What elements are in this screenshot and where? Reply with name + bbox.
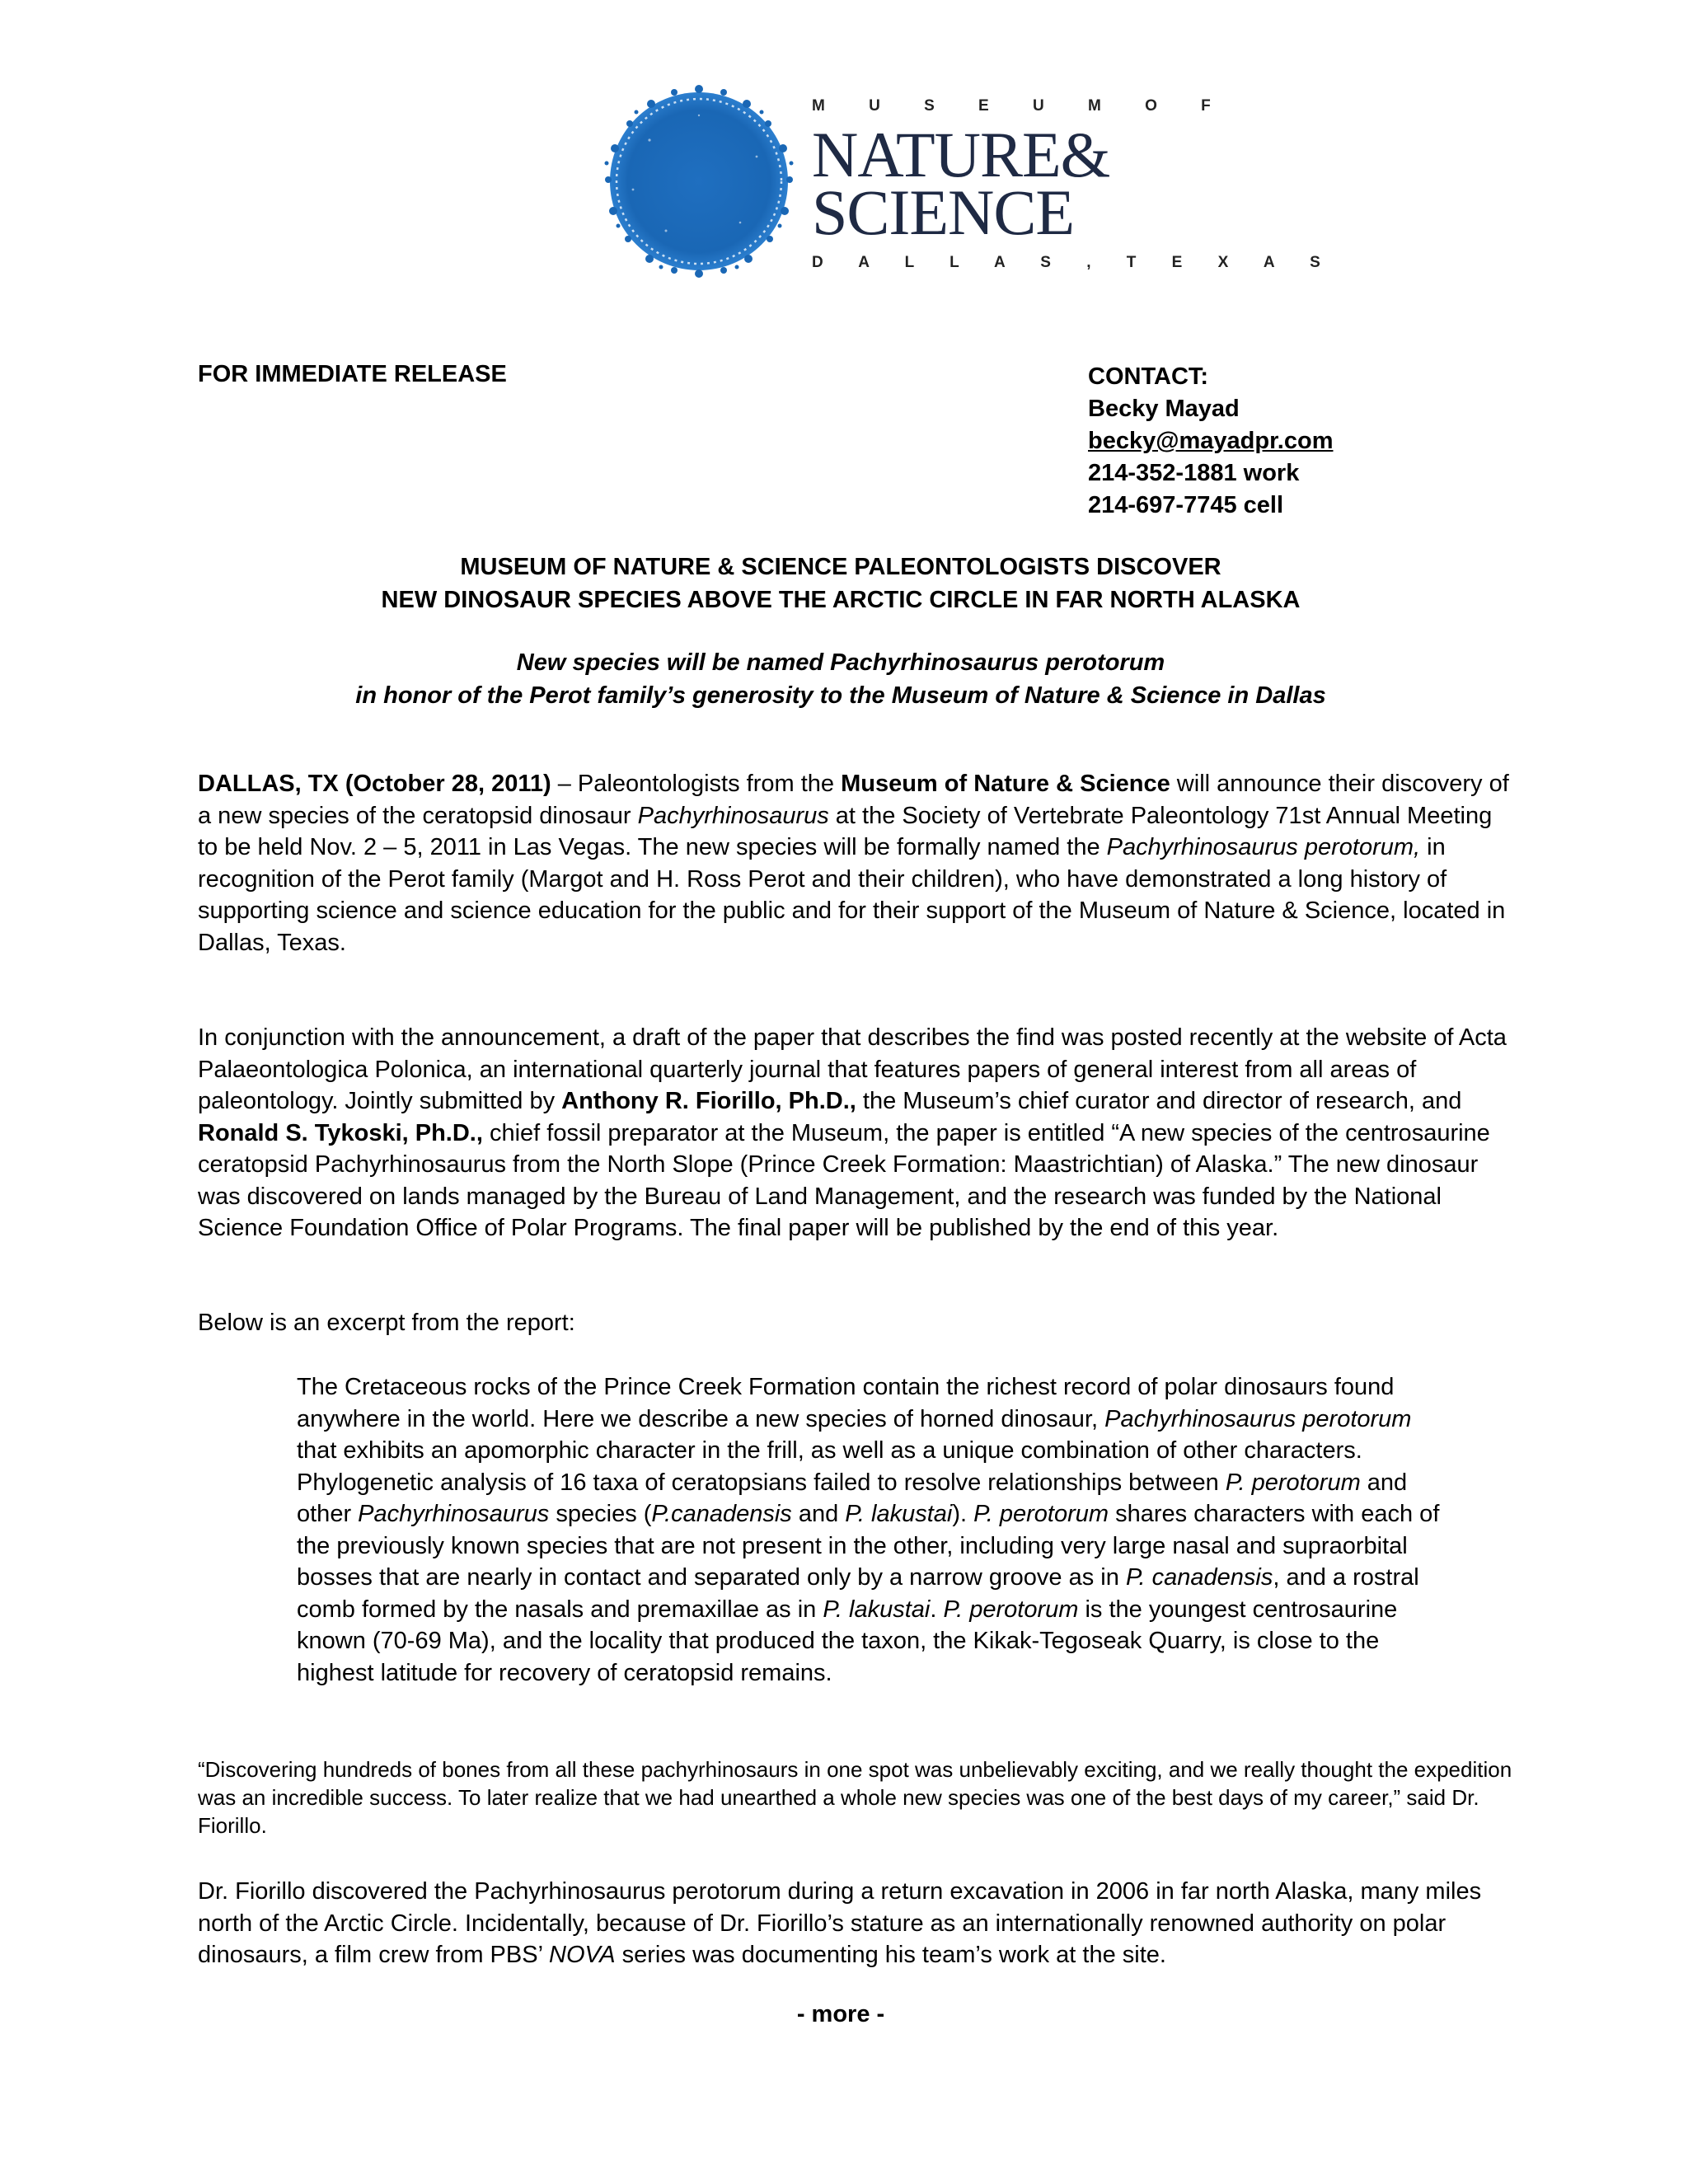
excerpt-text-10: is the youngest centrosaurine known (70-69 Ma), and the locality that produced the taxon, the Kikak-Tegoseak Quarry, is close to the highest latitude for recovery of ceratopsid remains.	[297, 1596, 1398, 1686]
excerpt-italic-8: P. lakustai	[823, 1596, 931, 1623]
subheadline-line-1: New species will be named Pachyrhinosaurus perotorum	[516, 649, 1165, 676]
excerpt-text-5: and	[791, 1501, 846, 1527]
excerpt-text-2: that exhibits an apomorphic character in the frill, as well as a unique combination of other characters. Phylogenetic analysis of 16 taxa of ceratopsians failed to resolve relationships between	[297, 1437, 1362, 1496]
p5-text-1: Dr. Fiorillo discovered the Pachyrhinosaurus perotorum during a return excavation in 2006 in far north Alaska, many miles north of the Arctic Circle. Incidentally, because of Dr. Fiorillo’s stature as an internationally renowned authority on polar dinosaurs, a film crew from PBS’	[198, 1878, 1482, 1968]
paragraph-discovery	[198, 1876, 1517, 1971]
excerpt-italic-1: Pachyrhinosaurus perotorum	[1104, 1405, 1412, 1432]
p2-author-tykoski: Ronald S. Tykoski, Ph.D.,	[198, 1119, 483, 1146]
paragraph-paper	[198, 1022, 1517, 1244]
paragraph-intro	[198, 768, 1517, 958]
more-marker: - more -	[796, 2001, 885, 2027]
contact-work-phone: 214-352-1881 work	[1088, 460, 1300, 486]
p1-genus: Pachyrhinosaurus	[637, 802, 829, 829]
logo-museum-of: M U S E U M O F	[812, 97, 1231, 115]
excerpt-italic-3: Pachyrhinosaurus	[358, 1501, 550, 1527]
p5-nova: NOVA	[549, 1942, 616, 1968]
excerpt-italic-5: P. lakustai	[845, 1501, 953, 1527]
p2-text-3: chief fossil preparator at the Museum, the paper is entitled “A new species of the centrosaurine ceratopsid Pachyrhinosaurus from the North Slope (Prince Creek Formation: Maastrichtian) of Alaska.” The new dinosaur was discovered on lands managed by the Bureau of Land Management, and the research was funded by the National Science Foundation Office of Polar Programs. The final paper will be published by the end of this year.	[198, 1119, 1490, 1241]
p1-text-3: at the Society of Vertebrate Paleontology 71st Annual Meeting to be held Nov. 2 – 5, 2011 in Las Vegas. The new species will be formally named the	[198, 802, 1493, 860]
excerpt-italic-6: P. perotorum	[973, 1501, 1109, 1527]
excerpt-text-9: .	[930, 1596, 944, 1623]
p1-species: Pachyrhinosaurus perotorum,	[1106, 834, 1421, 860]
dateline: DALLAS, TX (October 28, 2011)	[198, 771, 551, 797]
fiorillo-quote: “Discovering hundreds of bones from all these pachyrhinosaurs in one spot was unbelievably exciting, and we really thought the expedition was an incredible success. To later realize that we had unearthed a whole new species was one of the best days of my career,” said Dr. Fiorillo.	[198, 1757, 1512, 1838]
p2-text-2: the Museum’s chief curator and director of research, and	[856, 1088, 1462, 1114]
excerpt-italic-7: P. canadensis	[1125, 1564, 1273, 1591]
excerpt-italic-2: P. perotorum	[1225, 1469, 1361, 1496]
blue-disc-emblem-icon	[600, 82, 798, 280]
logo-wordmark	[812, 97, 1336, 272]
headline	[198, 551, 1484, 616]
excerpt-italic-9: P. perotorum	[943, 1596, 1079, 1623]
museum-logo	[585, 74, 1336, 288]
excerpt-italic-4: P.canadensis	[651, 1501, 792, 1527]
p1-text-1: – Paleontologists from the	[551, 771, 842, 797]
logo-nature: NATURE&	[812, 119, 1110, 190]
release-label: FOR IMMEDIATE RELEASE	[198, 361, 507, 387]
excerpt-text-8: , and a rostral comb formed by the nasals and premaxillae as in	[297, 1564, 1419, 1623]
headline-line-2: NEW DINOSAUR SPECIES ABOVE THE ARCTIC CIRCLE IN FAR NORTH ALASKA	[381, 587, 1301, 613]
paragraph-excerpt-intro: Below is an excerpt from the report:	[198, 1310, 575, 1336]
contact-cell-phone: 214-697-7745 cell	[1088, 492, 1284, 518]
logo-dallas-texas: D A L L A S , T E X A S	[812, 254, 1336, 271]
p5-text-2: series was documenting his team’s work at the site.	[615, 1942, 1166, 1968]
contact-label: CONTACT:	[1088, 363, 1209, 390]
excerpt-text-1: The Cretaceous rocks of the Prince Creek Formation contain the richest record of polar dinosaurs found anywhere in the world. Here we describe a new species of horned dinosaur,	[297, 1374, 1395, 1432]
excerpt-text-4: species (	[549, 1501, 652, 1527]
contact-email-link[interactable]: becky@mayadpr.com	[1088, 428, 1334, 454]
contact-name: Becky Mayad	[1088, 396, 1240, 422]
p1-text-4: in recognition of the Perot family (Margot and H. Ross Perot and their children), who have demonstrated a long history of supporting science and science education for the public and for their support of the Museum of Nature & Science, located in Dallas, Texas.	[198, 834, 1506, 956]
excerpt-text-3: and other	[297, 1469, 1408, 1527]
headline-line-1: MUSEUM OF NATURE & SCIENCE PALEONTOLOGISTS DISCOVER	[460, 554, 1221, 580]
logo-science: SCIENCE	[812, 176, 1075, 248]
p1-text-2: will announce their discovery of a new species of the ceratopsid dinosaur	[198, 771, 1509, 829]
excerpt-text-6: ).	[952, 1501, 974, 1527]
contact-block	[1088, 361, 1333, 522]
report-excerpt	[297, 1371, 1451, 1689]
subheadline-line-2: in honor of the Perot family’s generosity to the Museum of Nature & Science in Dallas	[355, 682, 1326, 709]
p2-author-fiorillo: Anthony R. Fiorillo, Ph.D.,	[561, 1088, 856, 1114]
p2-text-1: In conjunction with the announcement, a draft of the paper that describes the find was posted recently at the website of Acta Palaeontologica Polonica, an international quarterly journal that features papers of general interest from all areas of paleontology. Jointly submitted by	[198, 1024, 1507, 1114]
excerpt-text-7: shares characters with each of the previously known species that are not present in the other, including very large nasal and supraorbital bosses that are nearly in contact and separated only by a narrow groove as in	[297, 1501, 1440, 1591]
subheadline	[198, 646, 1484, 712]
p1-museum-name: Museum of Nature & Science	[841, 771, 1170, 797]
